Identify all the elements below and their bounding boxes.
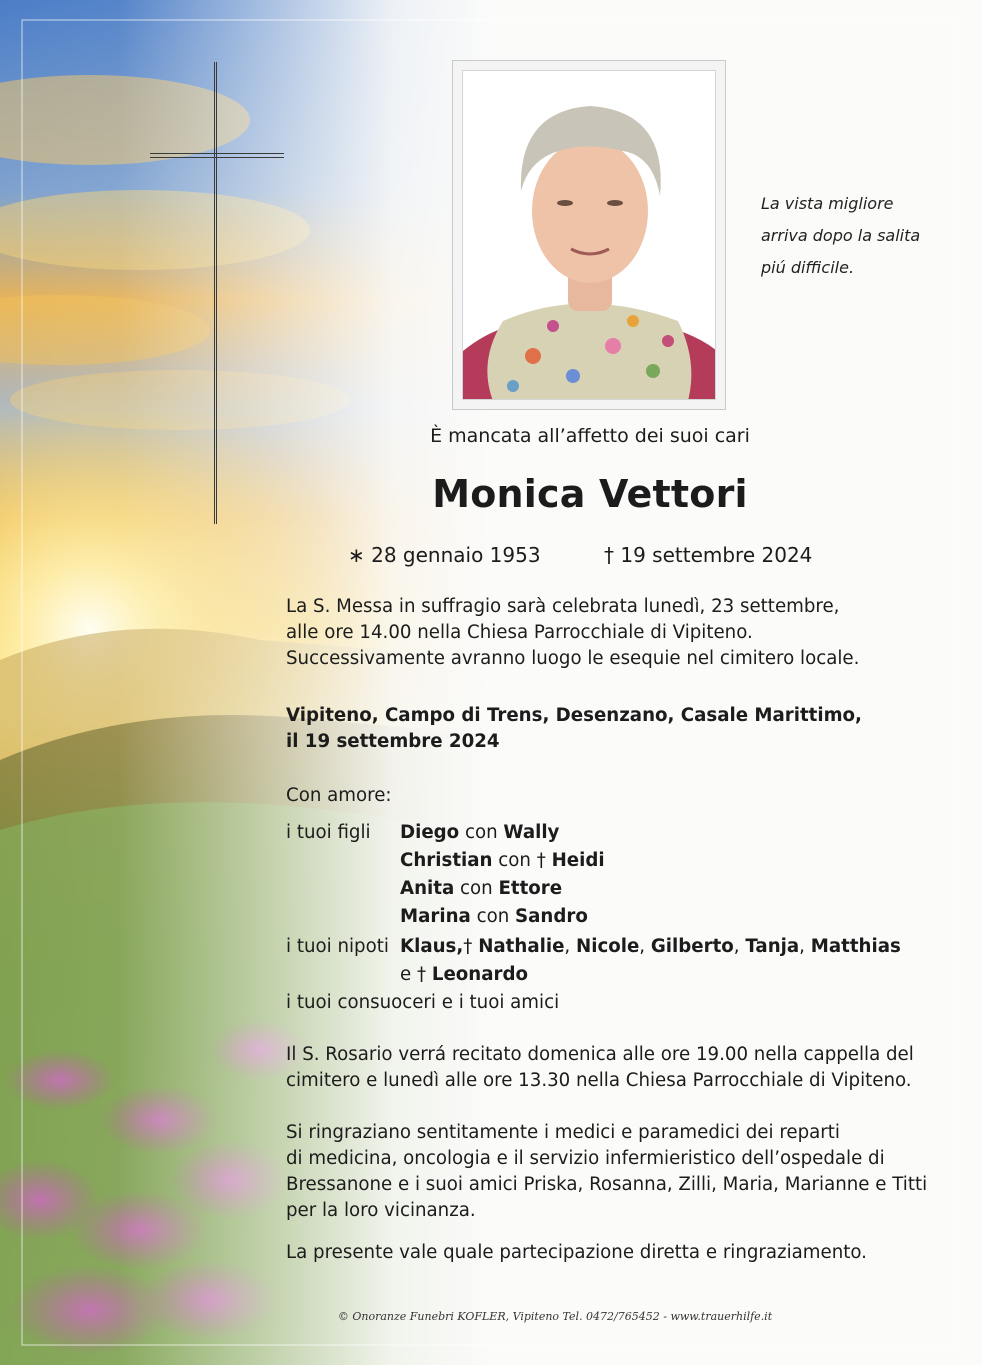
text-line: per la loro vicinanza. [286, 1200, 476, 1221]
family-line [400, 936, 901, 957]
epigraph-quote [761, 188, 961, 284]
text-line: alle ore 14.00 nella Chiesa Parrocchiale di Vipiteno. [286, 622, 753, 643]
thanks-paragraph [286, 1120, 936, 1224]
text-line: cimitero e lunedì alle ore 13.30 nella Chiesa Parrocchiale di Vipiteno. [286, 1070, 912, 1091]
others-line: i tuoi consuoceri e i tuoi amici [286, 992, 560, 1013]
person-name: Nicole [575, 936, 640, 957]
family-line [400, 964, 528, 985]
connector-text: † [463, 936, 479, 957]
con-amore [286, 783, 936, 809]
person-name: Heidi [551, 850, 605, 871]
deceased-name: Monica Vettori [432, 472, 748, 516]
quote-line: La vista migliore [761, 194, 894, 213]
person-name: Klaus, [400, 936, 464, 957]
cross-icon-bar [150, 153, 284, 158]
connector-text: e † [400, 964, 432, 985]
connector-text: , [564, 936, 576, 957]
text-line: Vipiteno, Campo di Trens, Desenzano, Casale Marittimo, [286, 705, 862, 726]
text-line: il 19 settembre 2024 [286, 731, 500, 752]
connector-text: , [733, 936, 746, 957]
closing-line [286, 1240, 936, 1266]
death-date: † 19 settembre 2024 [604, 543, 813, 567]
family-line [400, 906, 588, 927]
person-name: Matthias [810, 936, 901, 957]
connector-text: con † [492, 850, 552, 871]
person-name: Leonardo [431, 964, 528, 985]
family-line [400, 850, 605, 871]
connector-text: , [639, 936, 651, 957]
text-line: Successivamente avranno luogo le esequie nel cimitero locale. [286, 648, 860, 669]
text-line: Con amore: [286, 785, 392, 806]
person-name: Diego [400, 822, 460, 843]
portrait-photo [462, 70, 716, 400]
quote-line: arriva dopo la salita [761, 226, 921, 245]
person-name: Tanja [745, 936, 800, 957]
connector-text: con [459, 822, 504, 843]
person-name: Wally [503, 822, 560, 843]
cross-icon [214, 62, 217, 524]
text-line: Bressanone e i suoi amici Priska, Rosanna, Zilli, Maria, Marianne e Titti [286, 1174, 928, 1195]
person-name: Ettore [498, 878, 563, 899]
quote-line: piú difficile. [761, 258, 855, 277]
place-date [286, 703, 936, 755]
rosary-paragraph [286, 1042, 936, 1094]
person-name: Christian [400, 850, 493, 871]
text-line: Si ringraziano sentitamente i medici e paramedici dei reparti [286, 1122, 840, 1143]
intro-line: È mancata all’affetto dei suoi cari [430, 425, 750, 447]
text-line: La S. Messa in suffragio sarà celebrata lunedì, 23 settembre, [286, 596, 840, 617]
connector-text: con [454, 878, 499, 899]
mass-paragraph [286, 594, 936, 672]
family-line [400, 822, 559, 843]
person-name: Marina [400, 906, 471, 927]
portrait-frame [452, 60, 726, 410]
nipoti-label: i tuoi nipoti [286, 936, 389, 957]
figli-label: i tuoi figli [286, 822, 371, 843]
text-line: La presente vale quale partecipazione diretta e ringraziamento. [286, 1242, 867, 1263]
connector-text: , [799, 936, 811, 957]
connector-text: con [470, 906, 516, 927]
text-line: di medicina, oncologia e il servizio infermieristico dell’ospedale di [286, 1148, 885, 1169]
person-name: Gilberto [650, 936, 734, 957]
person-name: Nathalie [478, 936, 565, 957]
family-line [400, 878, 562, 899]
person-name: Anita [400, 878, 455, 899]
person-name: Sandro [515, 906, 588, 927]
text-line: Il S. Rosario verrá recitato domenica alle ore 19.00 nella cappella del [286, 1044, 914, 1065]
footer-credit: © Onoranze Funebri KOFLER, Vipiteno Tel. 0472/765452 - www.trauerhilfe.it [337, 1310, 773, 1323]
birth-date: ∗ 28 gennaio 1953 [348, 543, 541, 567]
